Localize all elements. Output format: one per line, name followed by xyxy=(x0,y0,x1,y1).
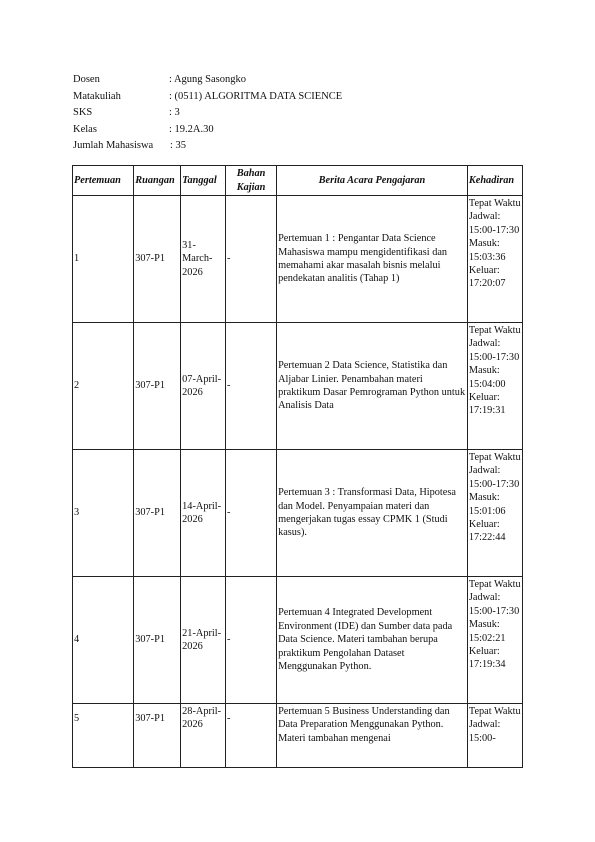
column-header-tanggal: Tanggal xyxy=(181,166,226,196)
pertemuan-cell: 2 xyxy=(73,323,134,450)
sks-value: : 3 xyxy=(169,107,180,118)
matakuliah-value: : (0511) ALGORITMA DATA SCIENCE xyxy=(169,90,343,102)
berita-acara-cell: Pertemuan 1 : Pengantar Data Science Mahasiswa mampu mengidentifikasi dan memahami akar masalah bisnis melalui pendekatan analitis (Tahap 1) xyxy=(277,196,468,323)
tanggal-cell: 07-April-2026 xyxy=(181,323,226,450)
tanggal-cell: 14-April-2026 xyxy=(181,450,226,577)
bahan-kajian-cell: - xyxy=(226,577,277,704)
table-header-row xyxy=(73,166,523,196)
kehadiran-cell: Tepat Waktu Jadwal: 15:00- xyxy=(467,704,522,768)
table-row xyxy=(73,196,523,323)
bahan-kajian-cell: - xyxy=(226,450,277,577)
berita-acara-table xyxy=(72,165,523,768)
ruangan-cell: 307-P1 xyxy=(134,704,181,768)
kelas-value: : 19.2A.30 xyxy=(169,123,214,135)
pertemuan-cell: 4 xyxy=(73,577,134,704)
berita-acara-cell: Pertemuan 5 Business Understanding dan Data Preparation Menggunakan Python. Materi tambahan mengenai xyxy=(277,704,468,768)
pertemuan-cell: 5 xyxy=(73,704,134,768)
pertemuan-cell: 3 xyxy=(73,450,134,577)
ruangan-cell: 307-P1 xyxy=(134,323,181,450)
jumlah-mahasiswa-label: Jumlah Mahasiswa xyxy=(73,140,154,151)
kehadiran-cell: Tepat Waktu Jadwal: 15:00-17:30 Masuk: 15:01:06 Keluar: 17:22:44 xyxy=(467,450,522,577)
table-row xyxy=(73,704,523,768)
kehadiran-cell: Tepat Waktu Jadwal: 15:00-17:30 Masuk: 15:03:36 Keluar: 17:20:07 xyxy=(467,196,522,323)
table-row xyxy=(73,450,523,577)
berita-acara-cell: Pertemuan 4 Integrated Development Environment (IDE) dan Sumber data pada Data Science. Materi tambahan berupa praktikum Pengolahan Dataset Menggunakan Python. xyxy=(277,577,468,704)
tanggal-cell: 28-April-2026 xyxy=(181,704,226,768)
ruangan-cell: 307-P1 xyxy=(134,450,181,577)
ruangan-cell: 307-P1 xyxy=(134,577,181,704)
matakuliah-label: Matakuliah xyxy=(73,90,121,102)
sks-label: SKS xyxy=(73,107,93,118)
kelas-label: Kelas xyxy=(73,123,97,135)
tanggal-cell: 21-April-2026 xyxy=(181,577,226,704)
table-row xyxy=(73,323,523,450)
table-row xyxy=(73,577,523,704)
column-header-berita-acara: Berita Acara Pengajaran xyxy=(277,166,468,196)
bahan-kajian-cell: - xyxy=(226,323,277,450)
berita-acara-cell: Pertemuan 3 : Transformasi Data, Hipotesa dan Model. Penyampaian materi dan mengerjakan tugas essay CPMK 1 (Studi kasus). xyxy=(277,450,468,577)
tanggal-cell: 31-March-2026 xyxy=(181,196,226,323)
dosen-value: : Agung Sasongko xyxy=(169,74,247,85)
bahan-kajian-cell: - xyxy=(226,704,277,768)
bahan-kajian-cell: - xyxy=(226,196,277,323)
column-header-bahan-kajian: Bahan Kajian xyxy=(226,166,277,196)
pertemuan-cell: 1 xyxy=(73,196,134,323)
dosen-label: Dosen xyxy=(73,74,100,85)
column-header-pertemuan: Pertemuan xyxy=(73,166,134,196)
column-header-kehadiran: Kehadiran xyxy=(467,166,522,196)
ruangan-cell: 307-P1 xyxy=(134,196,181,323)
berita-acara-cell: Pertemuan 2 Data Science, Statistika dan Aljabar Linier. Penambahan materi praktikum Dasar Pemrograman Python untuk Analisis Data xyxy=(277,323,468,450)
jumlah-mahasiswa-value: : 35 xyxy=(170,140,187,151)
column-header-ruangan: Ruangan xyxy=(134,166,181,196)
kehadiran-cell: Tepat Waktu Jadwal: 15:00-17:30 Masuk: 15:04:00 Keluar: 17:19:31 xyxy=(467,323,522,450)
kehadiran-cell: Tepat Waktu Jadwal: 15:00-17:30 Masuk: 15:02:21 Keluar: 17:19:34 xyxy=(467,577,522,704)
